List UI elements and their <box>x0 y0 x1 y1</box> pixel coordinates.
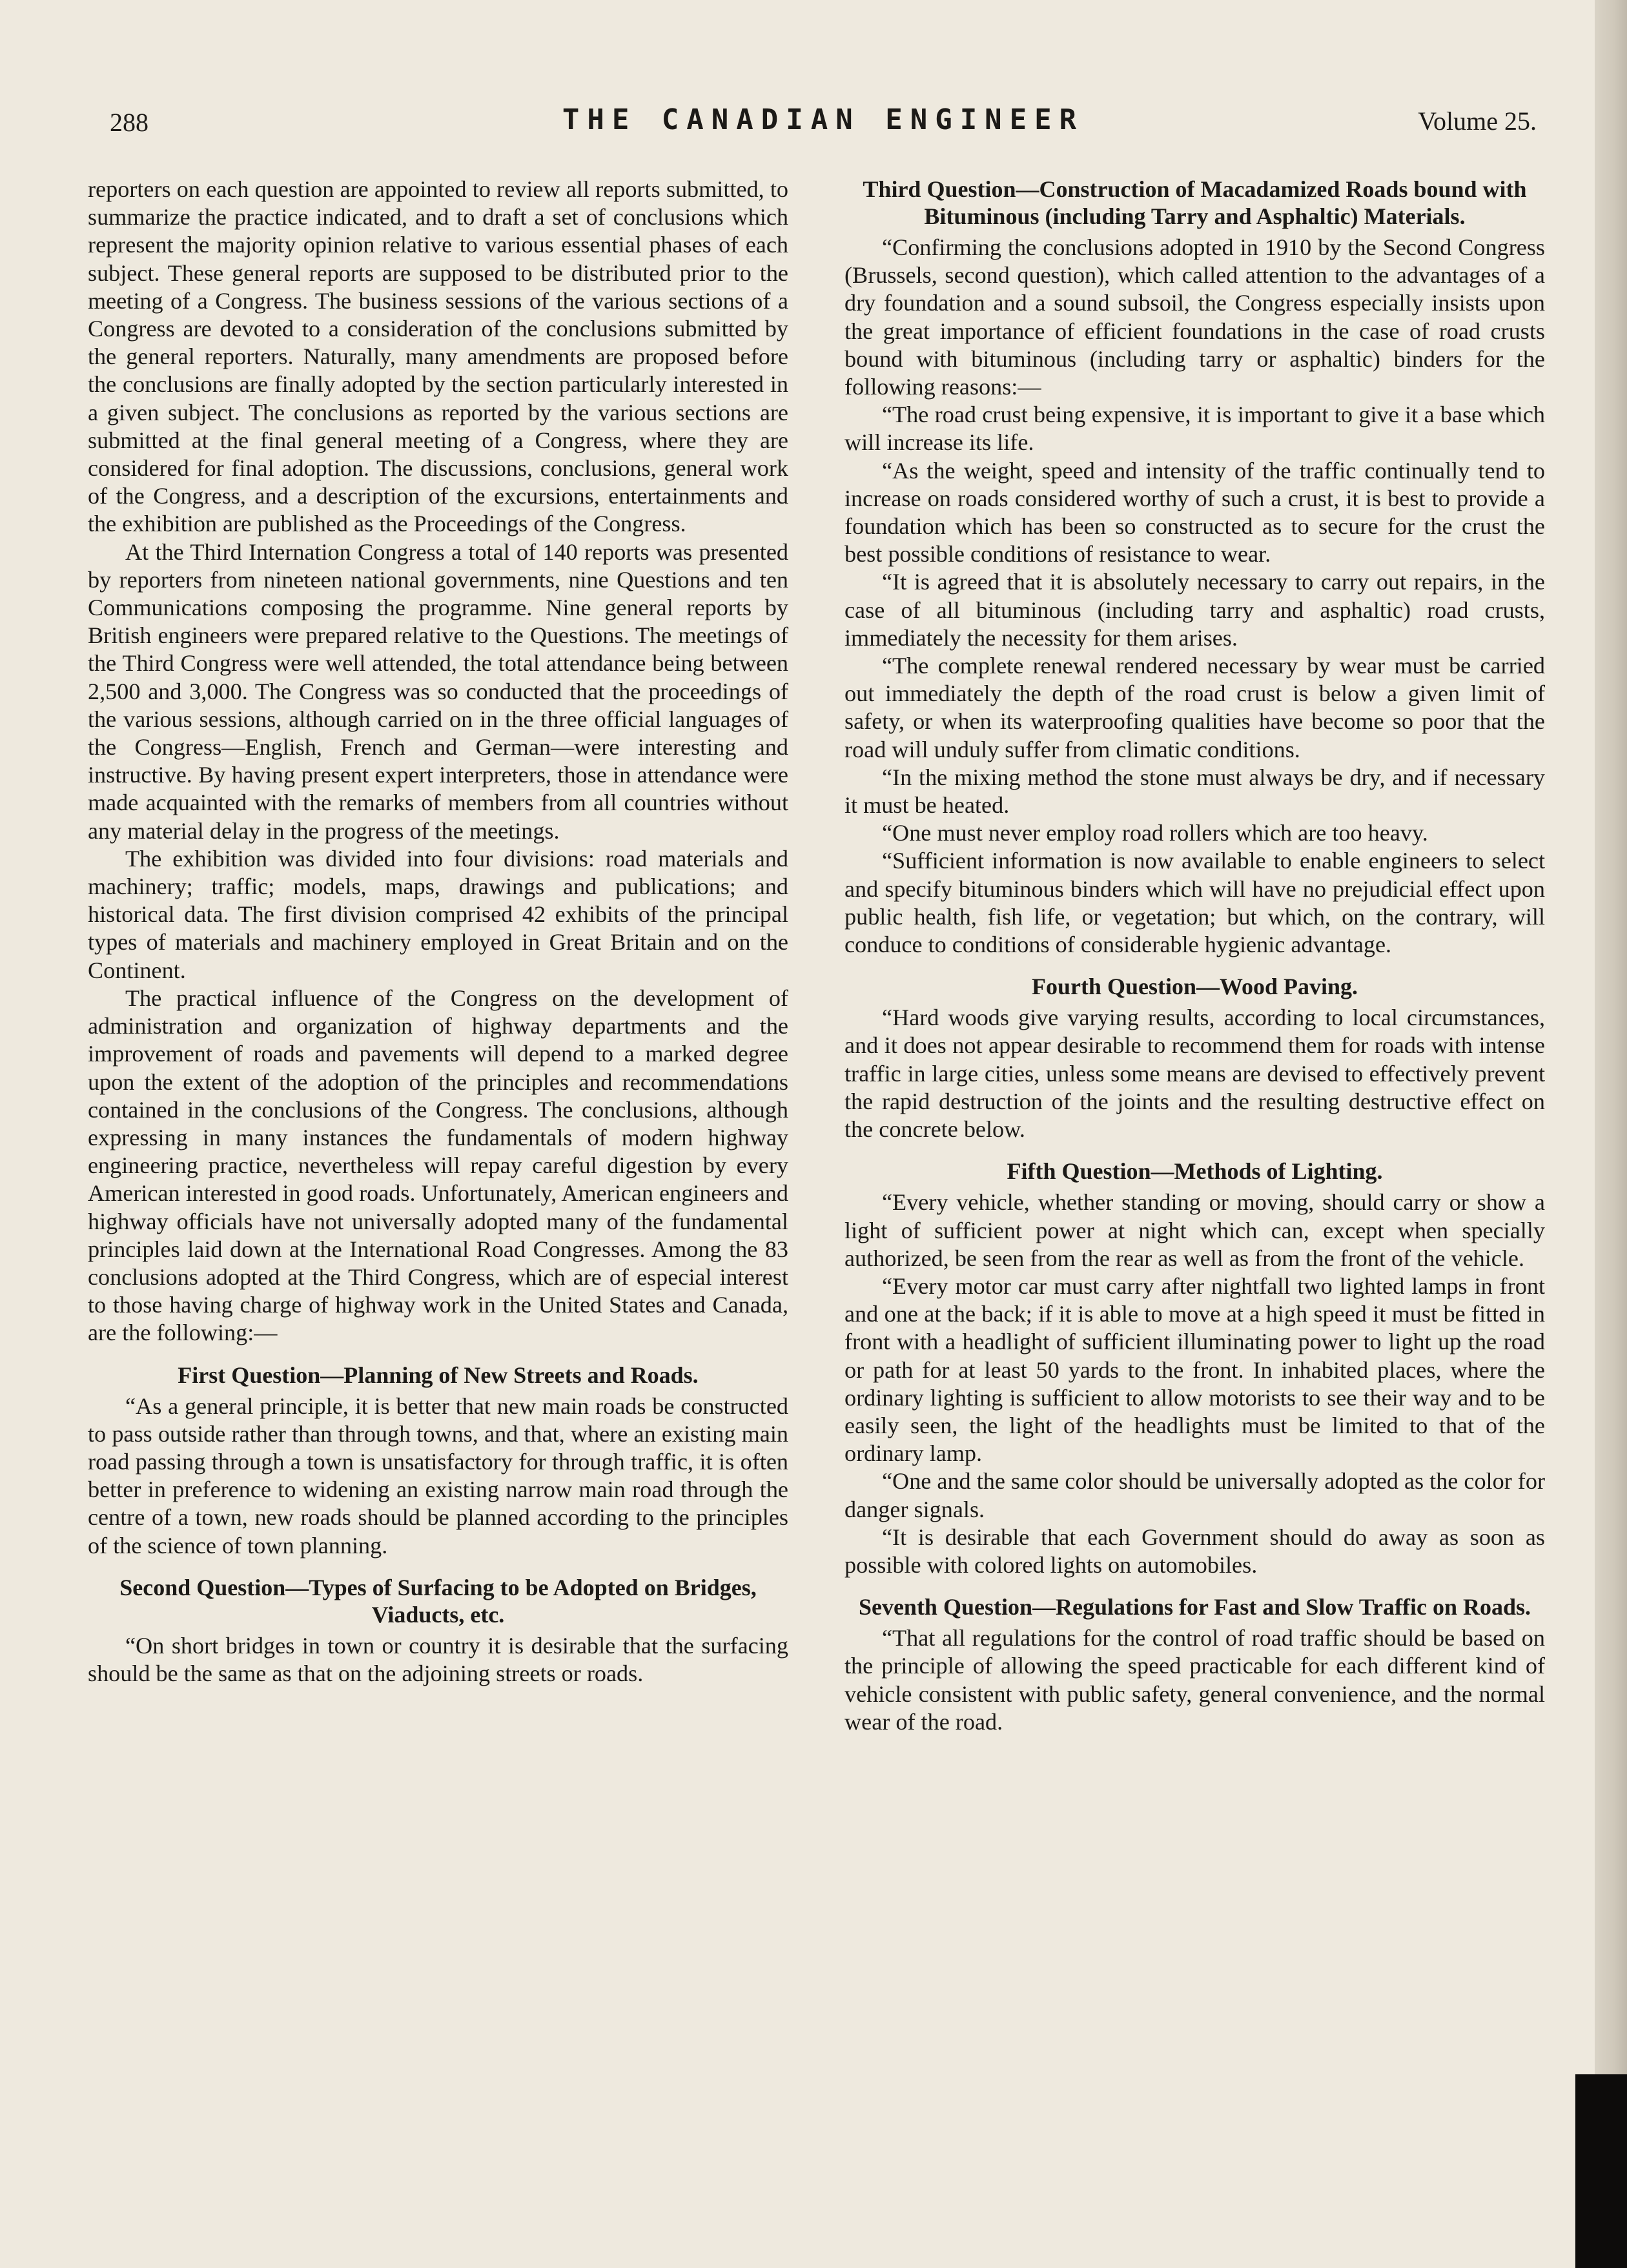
paragraph: “Hard woods give varying results, according to local circumstances, and it does not appear desirable to recommend them for roads with intense traffic in large cities, unless some means are devised to effectively prevent the rapid destruction of the joints and the resulting destructive effect on the concrete below. <box>844 1005 1545 1143</box>
section-heading: First Question—Planning of New Streets and Roads. <box>178 1362 699 1388</box>
section-heading: Fifth Question—Methods of Lighting. <box>1007 1158 1383 1185</box>
paragraph: “In the mixing method the stone must always be dry, and if necessary it must be heated. <box>844 764 1545 819</box>
page-number: 288 <box>110 108 148 137</box>
section-heading: Seventh Question—Regulations for Fast and Slow Traffic on Roads. <box>858 1594 1531 1620</box>
section-heading: Second Question—Types of Surfacing to be Adopted on Bridges, Viaducts, etc. <box>119 1574 757 1628</box>
paragraph: “It is desirable that each Government should do away as soon as possible with colored lights on automobiles. <box>844 1524 1545 1578</box>
paragraph: “The complete renewal rendered necessary by wear must be carried out immediately the depth of the road crust is below a given limit of safety, or when its waterproofing qualities have become so poor that the road will unduly suffer from climatic conditions. <box>844 653 1545 762</box>
paragraph: reporters on each question are appointed to review all reports submitted, to summarize the practice indicated, and to draft a set of conclusions which represent the majority opinion relative to various essential phases of each subject. These general reports are supposed to be distributed prior to the meeting of a Congress. The business sessions of the various sections of a Congress are devoted to a consideration of the conclusions submitted by the general reporters. Naturally, many amendments are proposed before the conclusions are finally adopted by the section particularly interested in a given subject. The conclusions as reported by the various sections are submitted at the final general meeting of a Congress, where they are considered for final adoption. The discussions, conclusions, general work of the Congress, and a description of the excursions, entertainments and the exhibition are published as the Proceedings of the Congress. <box>88 176 788 537</box>
paragraph: “That all regulations for the control of road traffic should be based on the principle of allowing the speed practicable for each different kind of vehicle consistent with public safety, general convenience, and the normal wear of the road. <box>844 1625 1545 1735</box>
paragraph: “On short bridges in town or country it is desirable that the surfacing should be the same as that on the adjoining streets or roads. <box>88 1632 788 1686</box>
running-header <box>110 103 1537 142</box>
section-heading: Third Question—Construction of Macadamized Roads bound with Bituminous (including Tarry and Asphaltic) Materials. <box>863 176 1527 229</box>
paragraph: “One must never employ road rollers which are too heavy. <box>882 820 1428 846</box>
scan-dark-corner <box>1575 2074 1627 2268</box>
paragraph: “One and the same color should be universally adopted as the color for danger signals. <box>844 1468 1545 1522</box>
section-heading: Fourth Question—Wood Paving. <box>1031 974 1358 1000</box>
right-column <box>844 176 1545 1736</box>
paragraph: “Sufficient information is now available to enable engineers to select and specify bituminous binders which will have no prejudicial effect upon public health, fish life, or vegetation; but which, on the contrary, will conduce to conditions of considerable hygienic advantage. <box>844 848 1545 958</box>
paragraph: The practical influence of the Congress on the development of administration and organization of highway departments and the improvement of roads and pavements will depend to a marked degree upon the extent of the adoption of the principles and recommendations contained in the conclusions of the Congress. The conclusions, although expressing in many instances the fundamentals of modern highway engineering practice, nevertheless will repay careful digestion by every American interested in good roads. Unfortunately, American engineers and highway officials have not universally adopted many of the fundamental principles laid down at the International Road Congresses. Among the 83 conclusions adopted at the Third Congress, which are of especial interest to those having charge of highway work in the United States and Canada, are the following:— <box>88 985 788 1346</box>
paragraph: “As a general principle, it is better that new main roads be constructed to pass outside rather than through towns, and that, where an existing main road passing through a town is unsatisfactory for through traffic, it is often better in preference to widening an existing narrow main road through the centre of a town, new roads should be planned according to the principles of the science of town planning. <box>88 1393 788 1558</box>
paragraph: “It is agreed that it is absolutely necessary to carry out repairs, in the case of all bituminous (including tarry and asphaltic) road crusts, immediately the necessity for them arises. <box>844 569 1545 651</box>
paragraph: “The road crust being expensive, it is important to give it a base which will increase its life. <box>844 402 1545 456</box>
volume-label: Volume 25. <box>1418 107 1537 136</box>
page-spine-shadow <box>1595 0 1627 2268</box>
journal-title: THE CANADIAN ENGINEER <box>562 103 1085 136</box>
paragraph: At the Third Internation Congress a total of 140 reports was presented by reporters from nineteen national governments, nine Questions and ten Communications composing the programme. Nine general reports by British engineers were prepared relative to the Questions. The meetings of the Third Congress were well attended, the total attendance being between 2,500 and 3,000. The Congress was so conducted that the proceedings of the various sessions, although carried on in the three official languages of the Congress—English, French and German—were interesting and instructive. By having present expert interpreters, those in attendance were made acquainted with the remarks of members from all countries without any material delay in the progress of the meetings. <box>88 538 788 844</box>
paragraph: “Every vehicle, whether standing or moving, should carry or show a light of sufficient power at night which can, except when specially authorized, be seen from the rear as well as from the front of the vehicle. <box>844 1189 1545 1271</box>
left-column <box>88 176 788 1688</box>
paragraph: The exhibition was divided into four divisions: road materials and machinery; traffic; models, maps, drawings and publications; and historical data. The first division comprised 42 exhibits of the principal types of materials and machinery employed in Great Britain and on the Continent. <box>88 845 788 983</box>
paragraph: “Every motor car must carry after nightfall two lighted lamps in front and one at the back; if it is able to move at a high speed it must be fitted in front with a headlight of sufficient illuminating power to light up the road or path for at least 50 yards to the front. In inhabited places, where the ordinary lighting is sufficient to allow motorists to see their way and to be easily seen, the light of the headlights must be limited to that of the ordinary lamp. <box>844 1272 1545 1467</box>
paragraph: “Confirming the conclusions adopted in 1910 by the Second Congress (Brussels, second question), which called attention to the advantages of a dry foundation and a sound subsoil, the Congress especially insists upon the great importance of efficient foundations in the case of road crusts bound with bituminous (including tarry or asphaltic) binders for the following reasons:— <box>844 234 1545 400</box>
paragraph: “As the weight, speed and intensity of the traffic continually tend to increase on roads considered worthy of such a crust, it is best to provide a foundation which has been so constructed as to secure for the crust the best possible conditions of resistance to wear. <box>844 457 1545 567</box>
